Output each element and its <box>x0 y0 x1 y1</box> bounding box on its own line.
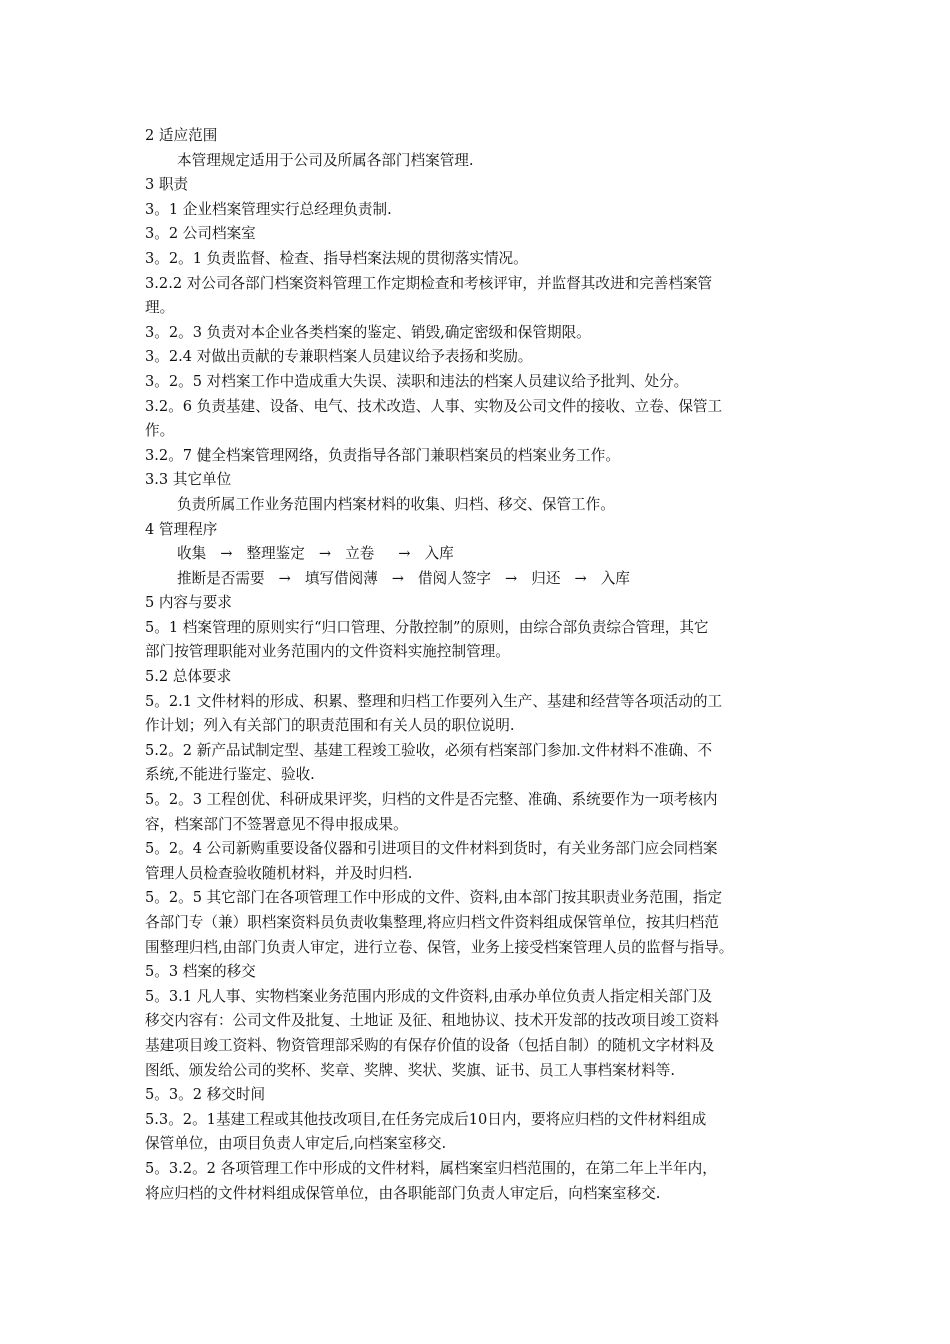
clause: 3.3 其它单位 <box>145 471 232 489</box>
clause: 5.2 总体要求 <box>145 668 232 686</box>
clause: 5.2。2 新产品试制定型、基建工程竣工验收，必须有档案部门参加.文件材料不准确、不 <box>145 741 713 759</box>
process-flow-borrow <box>145 567 825 592</box>
document-page <box>145 124 825 1206</box>
arrow-right-icon: → <box>398 545 411 563</box>
clause: 3。2.4 对做出贡献的专兼职档案人员建议给予表扬和奖励。 <box>145 348 533 366</box>
paragraph: 本管理规定适用于公司及所属各部门档案管理. <box>177 151 474 169</box>
clause-continuation: 容，档案部门不签署意见不得申报成果。 <box>145 815 408 833</box>
section-heading: 3 职责 <box>145 176 189 194</box>
section-heading: 5 内容与要求 <box>145 594 232 612</box>
arrow-right-icon: → <box>278 569 291 587</box>
clause: 3。2。5 对档案工作中造成重大失误、渎职和违法的档案人员建议给予批判、处分。 <box>145 372 689 390</box>
clause: 5。2。3 工程创优、科研成果评奖，归档的文件是否完整、准确、系统要作为一项考核内 <box>145 791 718 809</box>
arrow-right-icon: → <box>391 569 405 587</box>
clause: 3.2。7 健全档案管理网络，负责指导各部门兼职档案员的档案业务工作。 <box>145 446 620 464</box>
arrow-right-icon: → <box>318 545 332 563</box>
clause: 5.3。2。1基建工程或其他技改项目,在任务完成后10日内，要将应归档的文件材料组成 <box>145 1110 707 1128</box>
clause: 3.2。6 负责基建、设备、电气、技术改造、人事、实物及公司文件的接收、立卷、保管工 <box>145 397 723 415</box>
clause: 5。3 档案的移交 <box>145 963 256 981</box>
flow-step: 整理鉴定 <box>246 545 305 563</box>
clause: 3。2 公司档案室 <box>145 225 256 243</box>
flow-step: 推断是否需要 <box>177 569 265 587</box>
section-heading: 4 管理程序 <box>145 520 218 538</box>
paragraph: 负责所属工作业务范围内档案材料的收集、归档、移交、保管工作。 <box>177 495 615 513</box>
clause-continuation: 各部门专（兼）职档案资料员负责收集整理,将应归档文件资料组成保管单位，按其归档范 <box>145 914 719 931</box>
clause: 5。2。4 公司新购重要设备仪器和引进项目的文件材料到货时，有关业务部门应会同档案 <box>145 840 718 858</box>
flow-step: 立卷 <box>345 545 375 563</box>
clause: 3。1 企业档案管理实行总经理负责制. <box>145 200 392 218</box>
clause-continuation: 将应归档的文件材料组成保管单位，由各职能部门负责人审定后，向档案室移交. <box>145 1184 661 1202</box>
arrow-right-icon: → <box>574 569 587 587</box>
clause-continuation: 系统,不能进行鉴定、验收. <box>145 766 315 784</box>
clause-continuation: 围整理归档,由部门负责人审定，进行立卷、保管，业务上接受档案管理人员的监督与指导。 <box>145 938 734 956</box>
flow-step: 借阅人签字 <box>418 569 492 587</box>
clause: 3。2。1 负责监督、检查、指导档案法规的贯彻落实情况。 <box>145 249 528 267</box>
arrow-right-icon: → <box>505 569 518 587</box>
process-flow-archive <box>145 542 825 567</box>
clause: 5。1 档案管理的原则实行“归口管理、分散控制”的原则，由综合部负责综合管理，其它 <box>145 618 709 636</box>
clause: 3.2.2 对公司各部门档案资料管理工作定期检查和考核评审，并监督其改进和完善档案管 <box>145 274 713 292</box>
clause-continuation: 基建项目竣工资料、物资管理部采购的有保存价值的设备（包括自制）的随机文字材料及 <box>145 1036 715 1054</box>
clause: 5。3。2 移交时间 <box>145 1086 266 1104</box>
arrow-right-icon: → <box>220 545 233 563</box>
clause-continuation: 管理人员检查验收随机材料，并及时归档. <box>145 864 413 882</box>
clause-continuation: 理。 <box>145 299 175 317</box>
clause-continuation: 作计划；列入有关部门的职责范围和有关人员的职位说明. <box>145 717 515 735</box>
flow-step: 入库 <box>424 545 454 563</box>
clause-continuation: 保管单位，由项目负责人审定后,向档案室移交. <box>145 1135 447 1153</box>
clause: 3。2。3 负责对本企业各类档案的鉴定、销毁,确定密级和保管期限。 <box>145 323 591 341</box>
clause: 5。2.1 文件材料的形成、积累、整理和归档工作要列入生产、基建和经营等各项活动的工 <box>145 692 723 710</box>
clause-continuation: 图纸、颁发给公司的奖杯、奖章、奖牌、奖状、奖旗、证书、员工人事档案材料等. <box>145 1061 676 1079</box>
section-heading: 2 适应范围 <box>145 127 218 144</box>
clause-continuation: 部门按管理职能对业务范围内的文件资料实施控制管理。 <box>145 643 510 661</box>
clause: 5。3.1 凡人事、实物档案业务范围内形成的文件资料,由承办单位负责人指定相关部门及 <box>145 987 713 1005</box>
clause: 5。3.2。2 各项管理工作中形成的文件材料，属档案室归档范围的，在第二年上半年内， <box>145 1159 717 1177</box>
flow-step: 收集 <box>177 545 207 563</box>
clause: 5。2。5 其它部门在各项管理工作中形成的文件、资料,由本部门按其职责业务范围，指定 <box>145 889 723 907</box>
clause-continuation: 移交内容有：公司文件及批复、土地证 及征、租地协议、技术开发部的技改项目竣工资料 <box>145 1012 719 1030</box>
flow-step: 填写借阅薄 <box>304 569 378 587</box>
clause-continuation: 作。 <box>145 422 175 440</box>
flow-step: 入库 <box>600 569 630 587</box>
flow-step: 归还 <box>531 569 561 587</box>
